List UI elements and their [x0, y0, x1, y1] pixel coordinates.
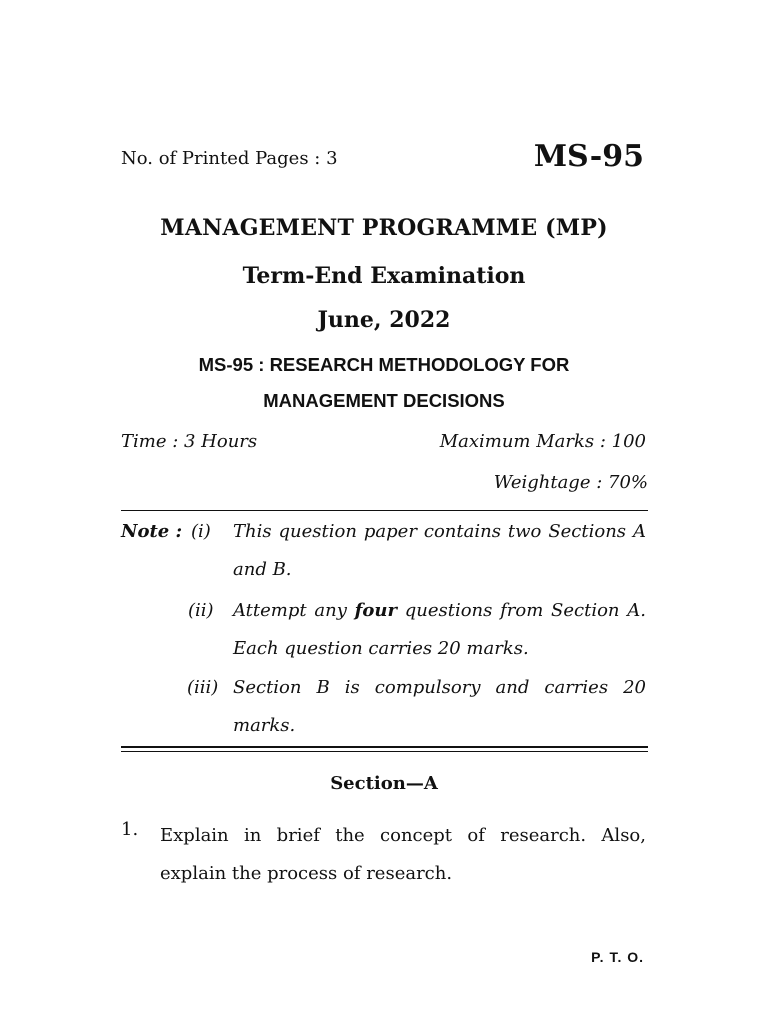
note-item-text-part: questions from Section A. Each question carries 20 marks. [233, 600, 646, 659]
page-turn-marker: P. T. O. [591, 949, 644, 965]
note-item-number: (ii) [188, 600, 214, 621]
note-item-emphasis: four [354, 600, 397, 621]
question-text: Explain in brief the concept of research. Also, explain the process of research. [160, 825, 646, 884]
note-item-text-part: Attempt any [233, 600, 355, 621]
exam-title: Term-End Examination [242, 263, 526, 289]
course-code: MS-95 [533, 139, 644, 174]
printed-pages-count: No. of Printed Pages : 3 [121, 148, 338, 169]
note-item-text [233, 592, 646, 668]
note-item-number: (iii) [187, 677, 219, 698]
subject-title-line-1: MS-95 : RESEARCH METHODOLOGY FOR [198, 354, 570, 375]
weightage: Weightage : 70% [493, 472, 648, 493]
divider-double-bottom [121, 751, 648, 752]
question-number: 1. [121, 819, 139, 840]
divider-top [121, 510, 648, 511]
note-item-text: Section B is compulsory and carries 20 marks. [233, 677, 646, 736]
note-label: Note : [121, 521, 183, 542]
divider-double-top [121, 746, 648, 748]
note-item-number: (i) [191, 521, 211, 542]
subject-title-line-2: MANAGEMENT DECISIONS [263, 390, 505, 411]
subject-title [0, 347, 768, 419]
programme-title: MANAGEMENT PROGRAMME (MP) [160, 215, 608, 241]
maximum-marks: Maximum Marks : 100 [439, 431, 646, 452]
section-title: Section—A [330, 773, 438, 794]
exam-session: June, 2022 [317, 307, 451, 333]
exam-duration: Time : 3 Hours [121, 431, 258, 452]
note-item-text: This question paper contains two Sections A and B. [233, 521, 646, 580]
